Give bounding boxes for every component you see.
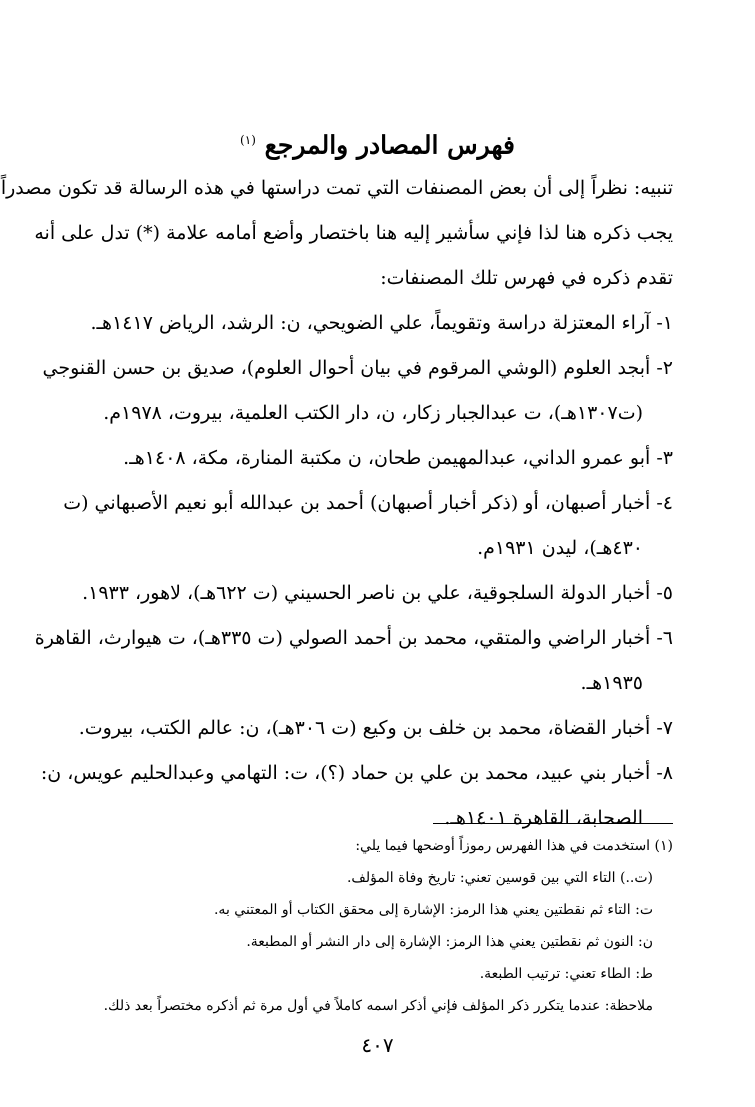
entry-4-line-2: ٤٣٠هـ)، ليدن ١٩٣١م. <box>477 537 643 559</box>
footnote-symbol-edition: ط: الطاء تعني: ترتيب الطبعة. <box>479 966 653 982</box>
page-number: ٤٠٧ <box>361 1033 394 1057</box>
entry-6-line-2: ١٩٣٥هـ. <box>580 672 643 694</box>
notice-line-3: تقدم ذكره في فهرس تلك المصنفات: <box>380 267 673 289</box>
entry-2-line-1: ٢- أبجد العلوم (الوشي المرقوم في بيان أحوال العلوم)، صديق بن حسن القنوجي <box>42 357 673 379</box>
notice-line-2: يجب ذكره هنا لذا فإني سأشير إليه هنا باختصار وأضع أمامه علامة (*) تدل على أنه <box>34 222 673 244</box>
title-text: فهرس المصادر والمرجع <box>264 130 515 160</box>
entry-2-line-2: (ت١٣٠٧هـ)، ت عبدالجبار زكار، ن، دار الكتب العلمية، بيروت، ١٩٧٨م. <box>103 402 643 424</box>
entry-4-line-1: ٤- أخبار أصبهان، أو (ذكر أخبار أصبهان) أحمد بن عبدالله أبو نعيم الأصبهاني (ت <box>63 492 673 514</box>
entry-8-line-2: الصحابة، القاهرة ١٤٠١هـ. <box>444 807 643 829</box>
entry-5: ٥- أخبار الدولة السلجوقية، علي بن ناصر الحسيني (ت ٦٢٢هـ)، لاهور، ١٩٣٣. <box>82 582 673 604</box>
footnote-1-intro: (١) استخدمت في هذا الفهرس رموزاً أوضحها فيما يلي: <box>355 838 673 854</box>
title-footnote-marker: (١) <box>240 133 256 147</box>
page-title <box>0 120 755 165</box>
footnote-symbol-publisher: ن: النون ثم نقطتين يعني هذا الرمز: الإشارة إلى دار النشر أو المطبعة. <box>246 934 653 950</box>
entry-3: ٣- أبو عمرو الداني، عبدالمهيمن طحان، ن مكتبة المنارة، مكة، ١٤٠٨هـ. <box>123 447 673 469</box>
entry-1: ١- آراء المعتزلة دراسة وتقويماً، علي الضويحي، ن: الرشد، الرياض ١٤١٧هـ. <box>90 312 673 334</box>
footnote-symbol-death: (ت..) التاء التي بين قوسين تعني: تاريخ وفاة المؤلف. <box>346 870 653 886</box>
entry-7: ٧- أخبار القضاة، محمد بن خلف بن وكيع (ت ٣٠٦هـ)، ن: عالم الكتب، بيروت. <box>78 717 673 739</box>
notice-line-1: تنبيه: نظراً إلى أن بعض المصنفات التي تمت دراستها في هذه الرسالة قد تكون مصدراً <box>0 177 673 199</box>
footnote-symbol-editor: ت: التاء ثم نقطتين يعني هذا الرمز: الإشارة إلى محقق الكتاب أو المعتني به. <box>213 902 653 918</box>
entry-6-line-1: ٦- أخبار الراضي والمتقي، محمد بن أحمد الصولي (ت ٣٣٥هـ)، ت هيوارث، القاهرة <box>34 627 673 649</box>
footnote-note: ملاحظة: عندما يتكرر ذكر المؤلف فإني أذكر اسمه كاملاً في أول مرة ثم أذكره مختصراً بعد ذلك. <box>103 998 653 1014</box>
footnote-divider <box>433 823 673 824</box>
entry-8-line-1: ٨- أخبار بني عبيد، محمد بن علي بن حماد (؟)، ت: التهامي وعبدالحليم عويس، ن: <box>40 762 673 784</box>
